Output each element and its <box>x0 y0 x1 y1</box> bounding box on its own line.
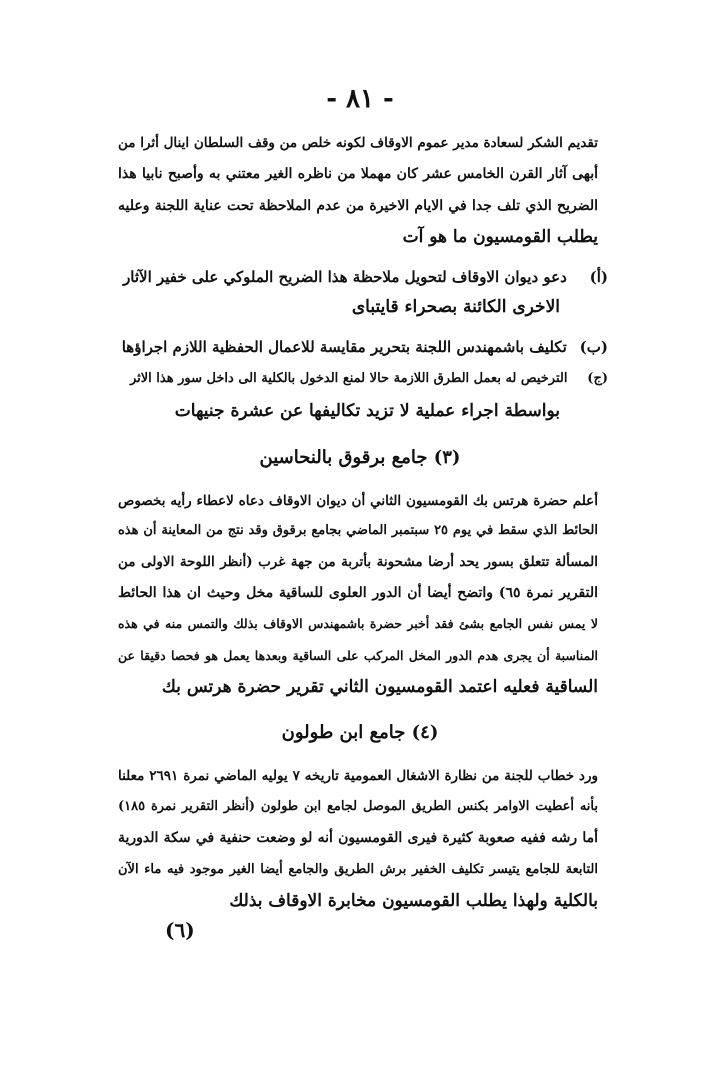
list-item-c-continuation: بواسطة اجراء عملية لا تزيد تكاليفها عن عشرة جنيهات <box>174 401 560 421</box>
intro-line-4: يطلب القومسيون ما هو آت <box>402 227 598 247</box>
section3-line-2: الحائط الذي سقط في يوم ٢٥ سبتمبر الماضي بجامع برقوق وقد نتج من المعاينة أن هذه <box>118 523 598 538</box>
section4-line-2: بأنه أعطيت الاوامر بكنس الطريق الموصل لجامع ابن طولون (أنظر التقرير نمرة ١٨٥) <box>118 799 598 814</box>
list-item-text: تكليف باشمهندس اللجنة بتحرير مقايسة للاعمال الحفظية اللازم اجراؤها <box>121 338 567 356</box>
list-item-text: الترخيص له بعمل الطرق اللازمة حالا لمنع الدخول بالكلية الى داخل سور هذا الاثر <box>129 371 568 386</box>
list-item-a <box>118 266 608 288</box>
list-item-label: (أ) <box>589 268 608 286</box>
section4-line-5: بالكلية ولهذا يطلب القومسيون مخابرة الاوقاف بذلك <box>229 891 598 911</box>
list-item-b <box>118 336 608 358</box>
list-item-c <box>118 368 608 390</box>
section-heading-4: (٤) جامع ابن طولون <box>281 722 439 743</box>
section3-line-4: التقرير نمرة ٦٥) واتضح أيضا أن الدور العلوى للساقية مخل وحيث ان هذا الحائط <box>118 585 599 601</box>
section4-line-3: أما رشه ففيه صعوبة كثيرة فيرى القومسيون أنه لو وضعت حنفية في سكة الدورية <box>118 830 598 846</box>
footer-signature-mark: (٦) <box>165 918 195 942</box>
intro-line-1: تقديم الشكر لسعادة مدير عموم الاوقاف لكونه خلص من وقف السلطان اينال أثرا من <box>118 135 598 151</box>
section3-line-5: لا يمس نفس الجامع بشئ فقد أخبر حضرة باشمهندس الاوقاف بذلك والتمس منه في هذه <box>118 616 598 631</box>
list-item-label: (ب) <box>579 338 608 356</box>
section4-line-4: التابعة للجامع يتيسر تكليف الخفير برش الطريق والجامع أيضا الغير موجود فيه ماء الآن <box>118 862 598 877</box>
list-item-label: (ج) <box>587 371 608 386</box>
section3-line-7: الساقية فعليه اعتمد القومسيون الثاني تقرير حضرة هرتس بك <box>161 677 598 697</box>
list-item-a-continuation: الاخرى الكائنة بصحراء قايتباى <box>351 297 560 317</box>
intro-line-2: أبهى آثار القرن الخامس عشر كان مهملا من ناظره الغير معتني به وأصبح نابيا هذا <box>118 166 598 182</box>
list-item-text: دعو ديوان الاوقاف لتحويل ملاحظة هذا الضريح الملوكي على خفير الآثار <box>123 268 567 286</box>
section-heading-3: (٣) جامع برقوق بالنحاسين <box>259 447 461 468</box>
section3-line-6: المناسبة أن يجرى هدم الدور المخل المركب على الساقية وبعدها يعمل هو فحصا دقيقا عن <box>118 648 598 663</box>
intro-line-3: الضريح الذي تلف جدا في الايام الاخيرة من عدم الملاحظة تحت عناية اللجنة وعليه <box>118 198 598 214</box>
section3-line-1: أعلم حضرة هرتس بك القومسيون الثاني أن ديوان الاوقاف دعاه لاعطاء رأيه بخصوص <box>118 493 598 509</box>
section3-line-3: المسألة تتعلق بسور يحد أرضا مشحونة بأتربة من جهة غرب (أنظر اللوحة الاولى من <box>118 554 598 570</box>
page-number: - ٨١ - <box>326 84 394 114</box>
section4-line-1: ورد خطاب للجنة من نظارة الاشغال العمومية تاريخه ٧ يوليه الماضي نمرة ٢٦٩١ معلنا <box>118 768 598 784</box>
